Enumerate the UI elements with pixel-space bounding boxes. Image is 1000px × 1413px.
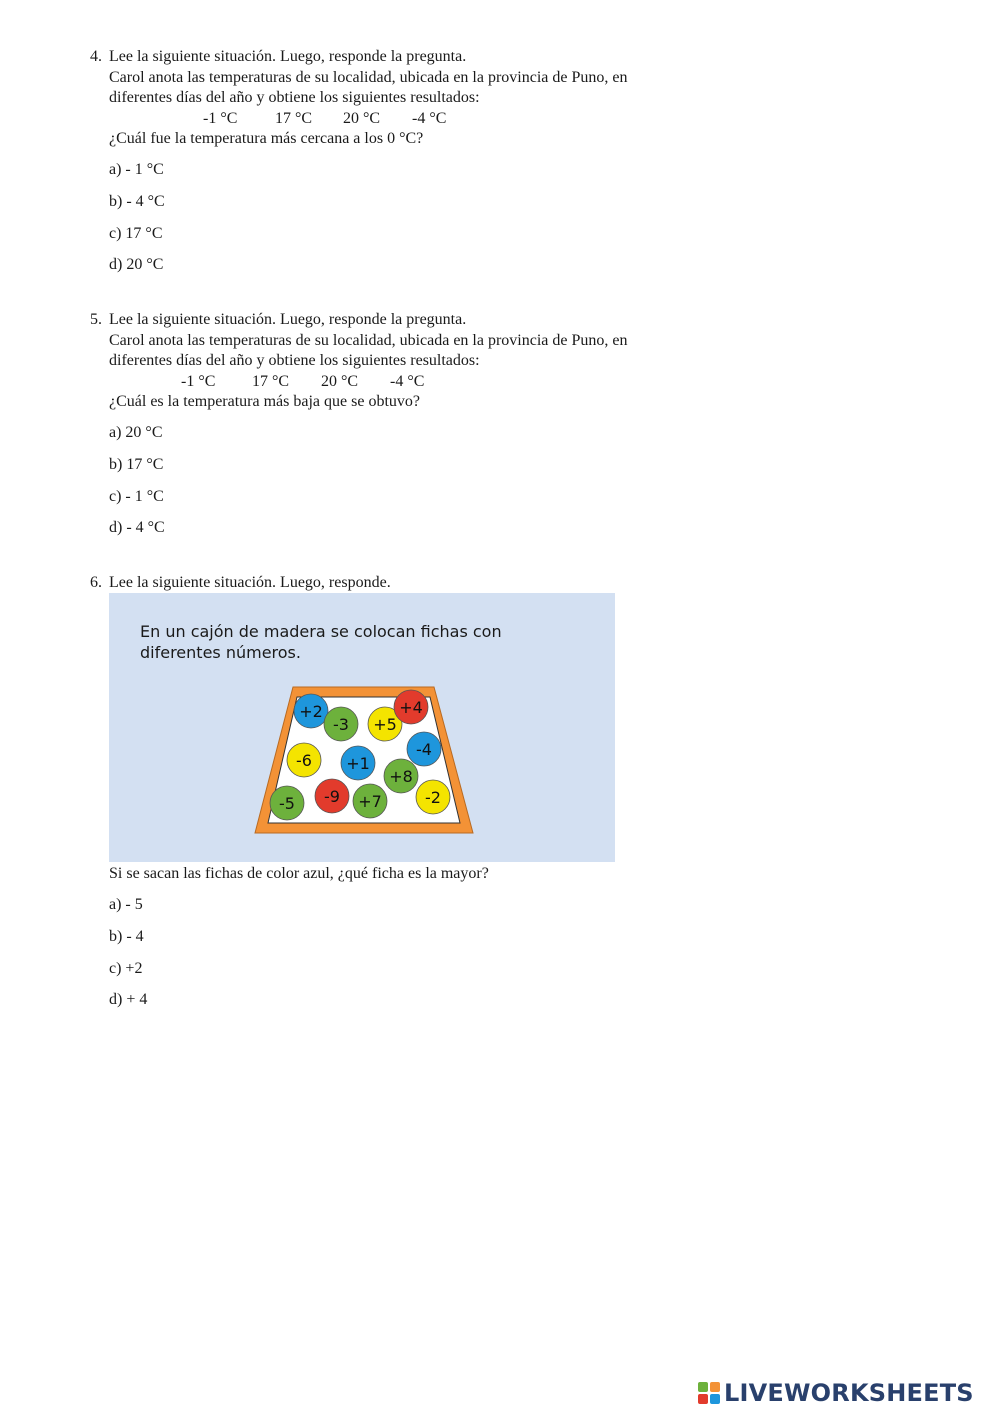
answer-option[interactable]: c) 17 °C	[109, 225, 163, 242]
question-6	[90, 573, 730, 594]
number-chip	[416, 780, 450, 814]
answer-option[interactable]: a) - 1 °C	[109, 161, 164, 178]
chip-tray-figure	[109, 593, 615, 862]
temperature-value: -4 °C	[412, 109, 447, 127]
number-chip	[270, 786, 304, 820]
number-chip	[407, 732, 441, 766]
number-chip	[324, 707, 358, 741]
question-line: Carol anota las temperaturas de su localidad, ubicada en la provincia de Puno, en	[109, 331, 628, 349]
question-line: diferentes días del año y obtiene los siguientes resultados:	[109, 352, 480, 369]
answer-option[interactable]: d) - 4 °C	[109, 519, 165, 536]
question-4	[90, 47, 730, 150]
answer-option[interactable]: b) - 4	[109, 928, 144, 945]
question-line: Lee la siguiente situación. Luego, responde la pregunta.	[109, 48, 467, 65]
liveworksheets-logo	[698, 1378, 974, 1408]
number-chip	[294, 694, 328, 728]
temperature-list	[203, 109, 730, 130]
number-chip	[353, 784, 387, 818]
answer-option[interactable]: d) 20 °C	[109, 256, 164, 273]
liveworksheets-logo-icon	[698, 1382, 720, 1404]
question-number: 4.	[90, 48, 102, 65]
question-5	[90, 310, 730, 413]
question-line: diferentes días del año y obtiene los siguientes resultados:	[109, 89, 480, 106]
chip-label: -2	[425, 788, 441, 807]
chip-label: +1	[346, 754, 370, 773]
answer-option[interactable]: d) + 4	[109, 991, 148, 1008]
question-line: Carol anota las temperaturas de su localidad, ubicada en la provincia de Puno, en	[109, 68, 628, 86]
answer-option[interactable]: a) - 5	[109, 896, 143, 913]
question-prompt: ¿Cuál fue la temperatura más cercana a los 0 °C?	[109, 130, 424, 147]
number-chip	[341, 746, 375, 780]
question-number: 5.	[90, 311, 102, 328]
chip-label: +4	[399, 698, 423, 717]
temperature-value: -1 °C	[203, 109, 238, 127]
chip-label: +7	[358, 792, 382, 811]
number-chip	[287, 743, 321, 777]
temperature-value: 20 °C	[321, 372, 359, 390]
answer-option[interactable]: a) 20 °C	[109, 424, 163, 441]
question-number: 6.	[90, 574, 102, 591]
chip-label: -4	[416, 740, 432, 759]
question-line: Lee la siguiente situación. Luego, responde la pregunta.	[109, 311, 467, 328]
chip-label: +2	[299, 702, 323, 721]
answer-option[interactable]: b) 17 °C	[109, 456, 164, 473]
temperature-list	[181, 372, 730, 393]
answer-option[interactable]: c) +2	[109, 960, 143, 977]
number-chip	[394, 690, 428, 724]
answer-option[interactable]: b) - 4 °C	[109, 193, 165, 210]
chip-label: -5	[279, 794, 295, 813]
chip-label: -9	[324, 787, 340, 806]
number-chip	[315, 779, 349, 813]
number-chip	[384, 759, 418, 793]
question-prompt: ¿Cuál es la temperatura más baja que se obtuvo?	[109, 393, 420, 410]
tray-illustration	[109, 593, 615, 862]
question-prompt: Si se sacan las fichas de color azul, ¿qué ficha es la mayor?	[109, 865, 489, 882]
chip-label: +5	[373, 715, 397, 734]
answer-option[interactable]: c) - 1 °C	[109, 488, 164, 505]
logo-text: LIVEWORKSHEETS	[724, 1378, 974, 1407]
temperature-value: 20 °C	[343, 109, 381, 127]
temperature-value: -1 °C	[181, 372, 216, 390]
temperature-value: 17 °C	[252, 372, 290, 390]
figure-caption: En un cajón de madera se colocan fichas con diferentes números.	[140, 622, 502, 662]
chip-label: -3	[333, 715, 349, 734]
chip-label: -6	[296, 751, 312, 770]
temperature-value: 17 °C	[275, 109, 313, 127]
question-line: Lee la siguiente situación. Luego, responde.	[109, 574, 391, 591]
chip-label: +8	[389, 767, 413, 786]
temperature-value: -4 °C	[390, 372, 425, 390]
